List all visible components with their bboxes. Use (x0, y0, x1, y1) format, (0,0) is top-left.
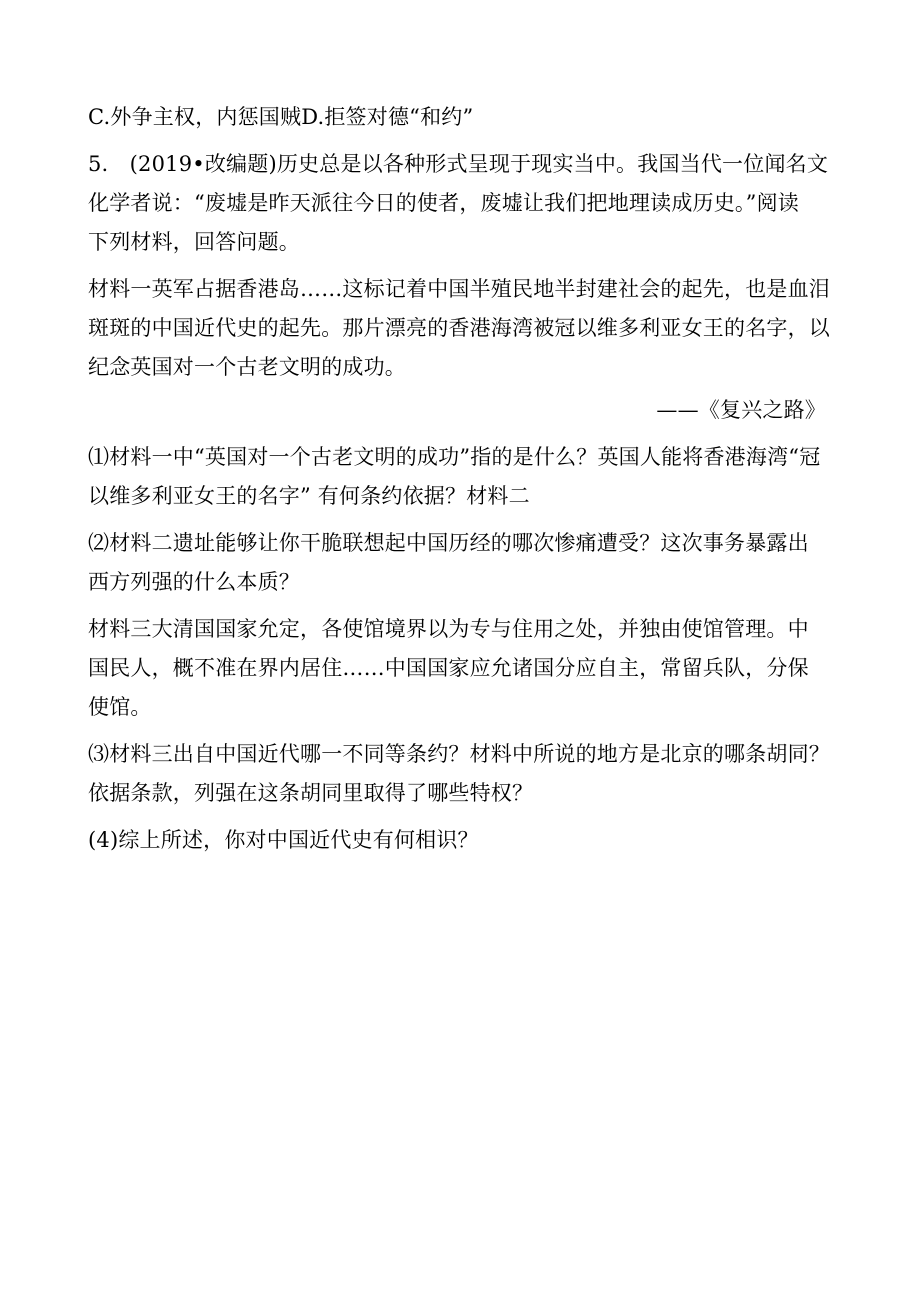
material3-line-2: 国民人，概不准在界内居住……中国国家应允诸国分应自主，常留兵队，分保 (88, 656, 809, 680)
subquestion1-line-1: ⑴材料一中“英国对一个古老文明的成功”指的是什么？英国人能将香港海湾“冠 (88, 445, 821, 469)
subquestion2-line-2: 西方列强的什么本质？ (88, 570, 300, 594)
question5-stem-line-3: 下列材料，回答问题。 (88, 230, 300, 254)
document-body (88, 98, 838, 860)
question5-stem-line-2: 化学者说：“废墟是昨天派往今日的使者，废墟让我们把地理读成历史。”阅读 (88, 191, 799, 215)
material1-line-3: 纪念英国对一个古老文明的成功。 (88, 355, 406, 379)
subquestion4: (4)综上所述，你对中国近代史有何相识？ (88, 828, 479, 852)
subquestion1-line-2: 以维多利亚女王的名字” 有何条约依据？材料二 (88, 484, 530, 508)
subquestion3-line-1: ⑶材料三出自中国近代哪一不同等条约？材料中所说的地方是北京的哪条胡同？ (88, 742, 830, 766)
material3-line-1: 材料三大清国国家允定，各使馆境界以为专与住用之处，并独由使馆管理。中 (88, 617, 809, 641)
material1-source: ——《复兴之路》 (656, 398, 826, 422)
material1-line-2: 斑斑的中国近代史的起先。那片漂亮的香港海湾被冠以维多利亚女王的名字，以 (88, 316, 830, 340)
subquestion3-line-2: 依据条款，列强在这条胡同里取得了哪些特权？ (88, 781, 534, 805)
material3-line-3: 使馆。 (88, 695, 152, 719)
question5-stem-line-1: 5. (2019•改编题)历史总是以各种形式呈现于现实当中。我国当代一位闻名文 (88, 152, 829, 176)
question4-options-cd: C.外争主权，内惩国贼D.拒签对德“和约” (88, 105, 474, 129)
subquestion2-line-1: ⑵材料二遗址能够让你干脆联想起中国历经的哪次惨痛遭受？这次事务暴露出 (88, 531, 809, 555)
material1-line-1: 材料一英军占据香港岛……这标记着中国半殖民地半封建社会的起先，也是血泪 (88, 277, 830, 301)
